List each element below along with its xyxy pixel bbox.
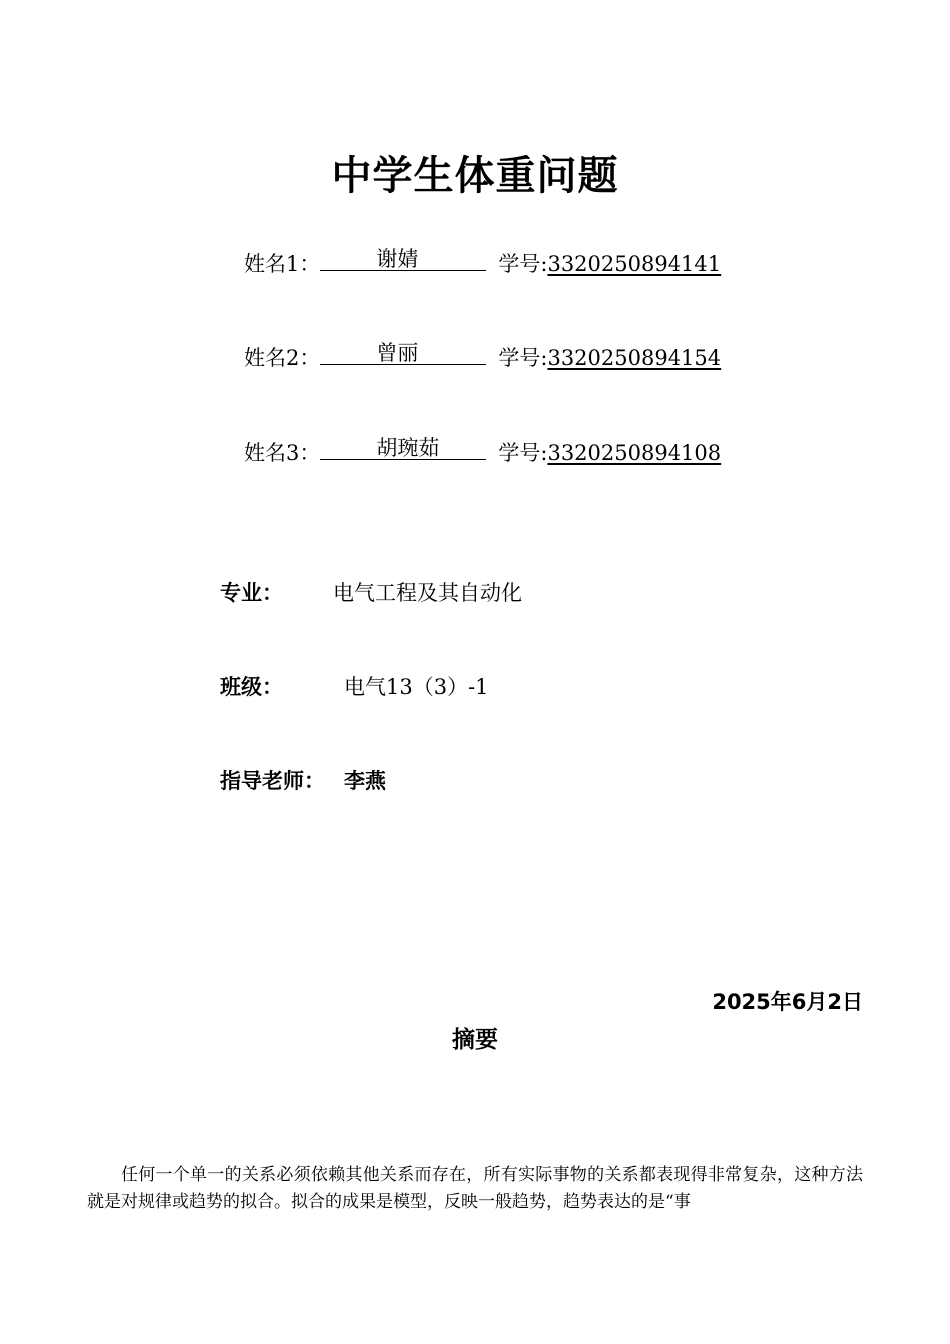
student-name: 曾丽 bbox=[376, 341, 419, 365]
student-name: 谢婧 bbox=[376, 247, 419, 271]
student-id-label: 学号: bbox=[498, 441, 548, 465]
abstract-text: 任何一个单一的关系必须依赖其他关系而存在，所有实际事物的关系都表现得非常复杂，这种方法就是对规律或趋势的拟合。拟合的成果是模型，反映一般趋势，趋势表达的是“事 bbox=[87, 1165, 863, 1212]
document-date: 2025年6月2日 bbox=[712, 990, 863, 1014]
student-row-2 bbox=[244, 342, 721, 372]
student-id-label: 学号: bbox=[498, 252, 548, 276]
student-name: 胡琬茹 bbox=[376, 436, 440, 460]
class-value: 电气13（3）-1 bbox=[344, 675, 489, 699]
class-row bbox=[220, 672, 720, 702]
student-id: 3320250894108 bbox=[547, 441, 722, 465]
major-label: 专业： bbox=[220, 580, 283, 605]
advisor-row bbox=[220, 766, 720, 796]
advisor-label: 指导老师： bbox=[220, 768, 325, 793]
advisor-value: 李燕 bbox=[344, 768, 386, 793]
student-label: 姓名2： bbox=[244, 346, 321, 370]
class-label: 班级： bbox=[220, 674, 283, 699]
student-id-label: 学号: bbox=[498, 346, 548, 370]
student-id: 3320250894141 bbox=[547, 252, 722, 276]
major-value: 电气工程及其自动化 bbox=[333, 581, 522, 605]
student-id: 3320250894154 bbox=[547, 346, 722, 370]
student-row-3 bbox=[244, 437, 721, 467]
student-name-field bbox=[320, 342, 486, 365]
student-name-field bbox=[320, 437, 486, 460]
major-row bbox=[220, 578, 720, 608]
abstract-heading: 摘要 bbox=[452, 1026, 498, 1053]
student-row-1 bbox=[244, 248, 721, 278]
student-label: 姓名1： bbox=[244, 252, 321, 276]
student-name-field bbox=[320, 248, 486, 271]
student-label: 姓名3： bbox=[244, 441, 321, 465]
document-title: 中学生体重问题 bbox=[331, 152, 619, 199]
